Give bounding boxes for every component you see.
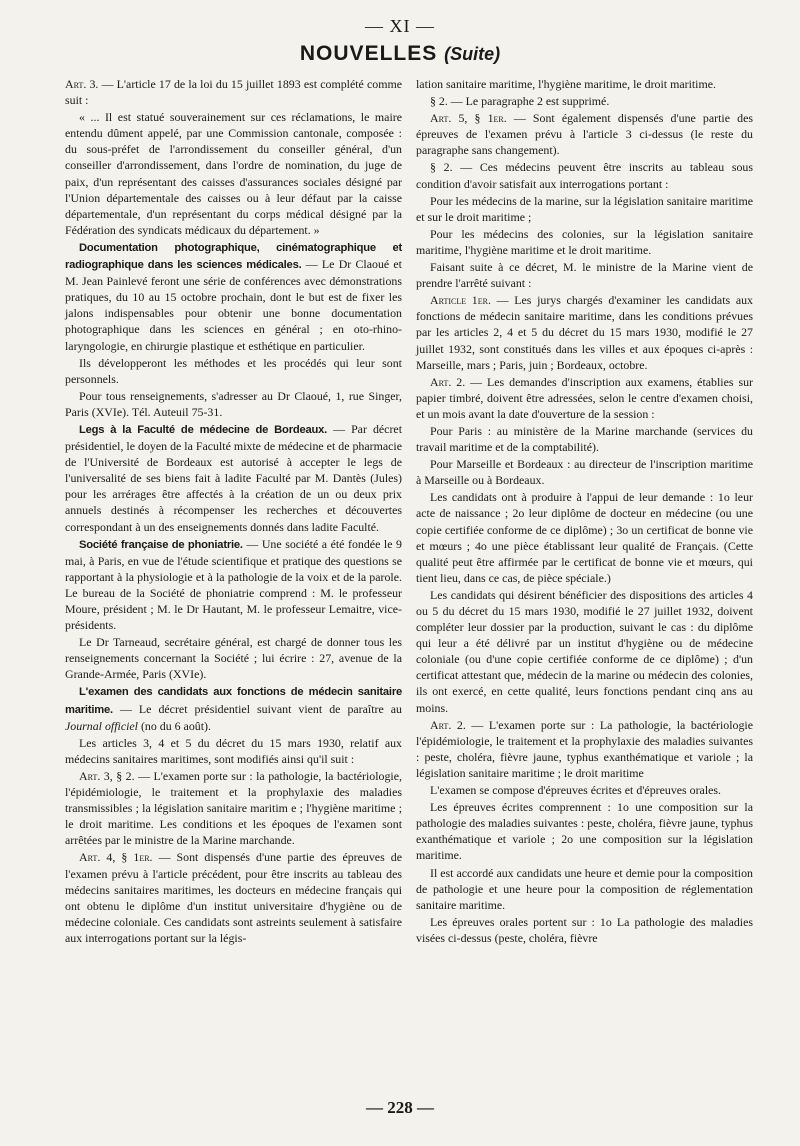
paragraph: L'examen se compose d'épreuves écrites et d'épreuves orales. xyxy=(430,783,722,798)
paragraph-text: — Sont dispensés d'une partie des épreuves de l'examen prévu à l'article précédent, pour être inscrits au tableau des médecins sanitaires maritimes, les docteurs en médecine français qui ont obtenu le diplôme d'un institut universitaire d'hygiène ou de médecine coloniale. Ces candidats sont astreints seulement à satisfaire aux interrogations portant sur la légis- xyxy=(65,850,402,945)
paragraph-text: — Par décret présidentiel, le doyen de la Faculté mixte de médecine et de pharmacie de l'Université de Bordeaux est autorisé à accepter le legs de l'universalité de ses biens fait à ladite Faculté par M. Dantès (Jules) pour les arrérages être affectés à la création de un ou deux prix annuels destinés à récompenser les recherches et découvertes correspondant à un des enseignements donnés dans ladite Faculté. xyxy=(65,421,402,534)
right-column xyxy=(416,76,753,947)
paragraph xyxy=(416,374,753,422)
paragraph: Pour les médecins de la marine, sur la législation sanitaire maritime et sur le droit maritime ; xyxy=(416,193,753,224)
paragraph-text: — L'article 17 de la loi du 15 juillet 1893 est complété comme suit : xyxy=(65,77,402,108)
left-column xyxy=(65,76,402,947)
paragraph-text: — L'examen porte sur : la pathologie, la bactériologie, l'épidémiologie, le traitement et la prophylaxie des maladies transmissibles ; la législation sanitaire maritim e ; l'hygiène maritime ; le droit maritime. Les conditions et les époques de l'examen sont arrêtées par le ministre de la Marine marchande. xyxy=(65,768,402,848)
paragraph xyxy=(65,536,402,634)
paragraph: Les épreuves écrites comprennent : 1o une composition sur la pathologie des maladies suivantes : peste, choléra, fièvre jaune, typhus exanthématique et variole ; 2o une composition sur la législation maritime. xyxy=(416,800,753,863)
paragraph: Pour Paris : au ministère de la Marine marchande (services du travail maritime et de la comptabilité). xyxy=(416,423,753,455)
paragraph xyxy=(65,421,402,535)
paragraph-text: — Le décret présidentiel suivant vient de paraître au xyxy=(112,701,402,716)
paragraph: Le Dr Tarneaud, secrétaire général, est chargé de donner tous les renseignements concernant la Société ; lui écrire : 27, avenue de la Grande-Armée, Paris (XVIe). xyxy=(65,635,402,682)
section-heading: Legs à la Faculté de médecine de Bordeaux. xyxy=(79,423,328,436)
article-label: Art. 5, § 1er. xyxy=(430,111,507,126)
page-title xyxy=(0,42,800,66)
page-number: — 228 — xyxy=(366,1098,434,1117)
paragraph: Les articles 3, 4 et 5 du décret du 15 mars 1930, relatif aux médecins sanitaires maritimes, sont modifiés ainsi qu'il suit : xyxy=(65,735,402,766)
paragraph: Il est accordé aux candidats une heure et demie pour la composition de pathologie et une heure pour la composition de réglementation sanitaire maritime. xyxy=(416,865,753,912)
paragraph: lation sanitaire maritime, l'hygiène maritime, le droit maritime. xyxy=(416,77,716,91)
article-label: Art. 3, § 2. xyxy=(79,768,135,783)
paragraph xyxy=(65,239,402,354)
section-heading: L'examen des candidats aux fonctions de médecin sanitaire maritime. xyxy=(65,686,402,716)
paragraph-text: — Une société a été fondée le 9 mai, à Paris, en vue de l'étude scientifique et pratique des questions se rapportant à la physiologie et à la pathologie de la voix et de la parole. Le bureau de la Société de phoniatrie comprend : M. le professeur Moure, président ; M. le Dr Hautant, M. le professeur Lemaitre, vice-présidents. xyxy=(65,536,403,633)
section-heading: Société française de phoniatrie. xyxy=(79,538,243,551)
paragraph-text: — Sont également dispensés d'une partie des épreuves de l'examen prévu à l'article 3 ci-dessus (le reste du paragraphe sans changement). xyxy=(416,111,753,158)
paragraph-text: — Les demandes d'inscription aux examens, établies sur papier timbré, doivent être adressées, selon le centre d'examen choisi, et un mois avant la date d'ouverture de la session : xyxy=(416,374,753,421)
paragraph: Les épreuves orales portent sur : 1o La pathologie des maladies visées ci-dessus (peste, choléra, fièvre xyxy=(416,914,753,945)
paragraph: Les candidats ont à produire à l'appui de leur demande : 1o leur acte de naissance ; 2o leur diplôme de docteur en médecine (ou une copie certifiée conforme de ce diplôme) ; 3o un certificat de bonne vie et mœurs ; 4o une pièce établissant leur qualité de Français. (Cette qualité peut être affirmée par le certificat de bonne vie et mœurs, qui tient lieu, dans ce cas, de pièce spéciale.) xyxy=(416,490,753,585)
paragraph xyxy=(65,76,402,108)
article-label: Art. 2. xyxy=(430,374,466,389)
paragraph: « ... Il est statué souverainement sur ces réclamations, le maire entendu dûment appelé, par une Commission cantonale, composée : du sous-préfet de l'arrondissement du conseiller général, d'un conseiller d'arrondissement, dans l'ordre de nomination, du juge de paix, d'un représentant des caisses d'assurances sociales désigné par l'Union départementale des caisses ou à leur défaut par la caisse départementale, d'un représentant du corps médical désigné par la Fédération des syndicats médicaux du département. » xyxy=(65,110,402,237)
paragraph xyxy=(65,849,402,946)
paragraph-text: (no du 6 août). xyxy=(137,718,211,733)
paragraph xyxy=(65,683,402,733)
paragraph xyxy=(416,717,753,781)
title-suffix: (Suite) xyxy=(444,44,501,64)
article-label: Article 1er. xyxy=(430,293,491,308)
paragraph: Pour les médecins des colonies, sur la législation sanitaire maritime, l'hygiène maritime et le droit maritime. xyxy=(416,226,753,257)
paragraph-text: — Les jurys chargés d'examiner les candidats aux fonctions de médecin sanitaire maritime, dans les conditions prévues par les articles 2, 4 et 5 du décret du 15 mars 1930, modifié le 27 juillet 1932, sont constitués dans les villes et aux époques ci-après : Marseille, mars ; Paris, juin ; Bordeaux, octobre. xyxy=(416,293,753,372)
paragraph: Pour Marseille et Bordeaux : au directeur de l'inscription maritime à Marseille ou à Bordeaux. xyxy=(416,457,753,488)
article-label: Art. 2. xyxy=(430,717,466,732)
paragraph: Pour tous renseignements, s'adresser au Dr Claoué, 1, rue Singer, Paris (XVIe). Tél. Auteuil 75-31. xyxy=(65,388,402,419)
paragraph: Ils développeront les méthodes et les procédés qui leur sont personnels. xyxy=(65,355,402,386)
paragraph-text: — Le Dr Claoué et M. Jean Painlevé feront une série de conférences avec démonstrations pratiques, du 10 au 15 octobre prochain, dont le but est de fixer les jalons indispensables pour obtenir une bonne documentation photographique dans les sciences en général ; en oto-rhino-laryngologie, en chirurgie plastique et esthétique en particulier. xyxy=(65,257,402,353)
section-heading: Documentation photographique, cinématographique et radiographique dans les sciences médicales. xyxy=(65,241,402,272)
paragraph xyxy=(65,768,402,848)
paragraph: § 2. — Ces médecins peuvent être inscrits au tableau sous condition d'avoir satisfait aux interrogations portant : xyxy=(416,160,753,191)
article-label: Art. 4, § 1er. xyxy=(79,850,153,865)
paragraph: Les candidats qui désirent bénéficier des dispositions des articles 4 ou 5 du décret du 15 mars 1930, modifié le 27 juillet 1932, doivent compléter leur dossier par la production, suivant le cas : du diplôme qui leur a été délivré par un institut d'hygiène ou de médecine coloniale (ou d'une copie certifiée conforme de ce diplôme) ; d'un certificat attestant que, médecin de la marine ou médecin des colonies, ils ont exercé, en cette qualité, leurs fonctions pendant cinq ans au moins. xyxy=(416,587,753,715)
title-text: NOUVELLES xyxy=(299,42,438,65)
journal-name: Journal officiel xyxy=(65,718,138,733)
roman-page-number: — XI — xyxy=(365,16,435,36)
paragraph xyxy=(416,110,753,158)
paragraph: § 2. — Le paragraphe 2 est supprimé. xyxy=(430,94,610,109)
paragraph: Faisant suite à ce décret, M. le ministre de la Marine vient de prendre l'arrêté suivant : xyxy=(416,260,753,291)
article-label: Art. 3. xyxy=(65,77,99,91)
paragraph-text: — L'examen porte sur : La pathologie, la bactériologie l'épidémiologie, le traitement et la prophylaxie des maladies suivantes : peste, choléra, fièvre jaune, typhus exanthématique et variole ; la législation sanitaire maritime ; le droit maritime xyxy=(416,717,753,780)
paragraph xyxy=(416,292,753,372)
